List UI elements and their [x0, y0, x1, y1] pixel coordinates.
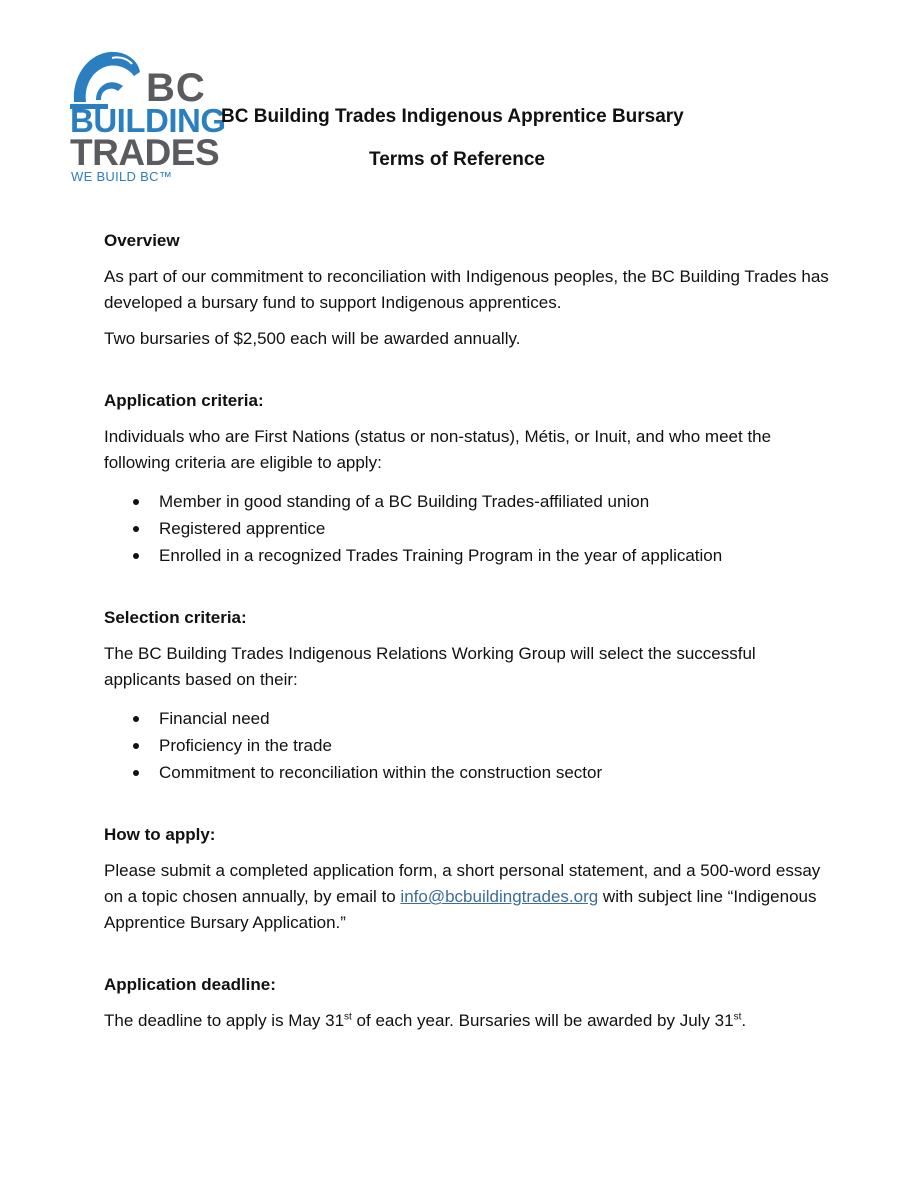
application-criteria-heading: Application criteria:: [104, 391, 264, 410]
how-to-apply-text-after: with subject line “Indigenous Apprentice Bursary Application.”: [104, 887, 817, 932]
selection-criteria-heading: Selection criteria:: [104, 608, 247, 627]
document-body: [104, 228, 834, 1034]
logo-building-text: BUILDING: [70, 102, 226, 139]
deadline-text-3: .: [741, 1011, 747, 1030]
overview-paragraph-1: As part of our commitment to reconciliation with Indigenous peoples, the BC Building Trades has developed a bursary fund to support Indigenous apprentices.: [104, 267, 829, 312]
deadline-paragraph: [104, 1008, 834, 1034]
logo-tagline: WE BUILD BC™: [71, 169, 173, 184]
overview-paragraph-2: Two bursaries of $2,500 each will be awarded annually.: [104, 329, 521, 348]
list-item: Proficiency in the trade: [104, 732, 834, 759]
application-criteria-intro: Individuals who are First Nations (status or non-status), Métis, or Inuit, and who meet the following criteria are eligible to apply:: [104, 427, 772, 472]
document-title: BC Building Trades Indigenous Apprentice Bursary: [221, 106, 684, 127]
how-to-apply-text-before: Please submit a completed application form, a short personal statement, and a 500-word essay on a topic chosen annually, by email to: [104, 861, 821, 906]
list-item: Registered apprentice: [104, 515, 834, 542]
bc-building-trades-logo: [68, 46, 226, 186]
selection-criteria-intro: The BC Building Trades Indigenous Relations Working Group will select the successful applicants based on their:: [104, 644, 756, 689]
how-to-apply-heading: How to apply:: [104, 825, 216, 844]
email-link[interactable]: info@bcbuildingtrades.org: [400, 887, 599, 906]
deadline-text-2: of each year. Bursaries will be awarded by July 31: [351, 1011, 734, 1030]
application-criteria-list: [104, 488, 834, 569]
list-item: Financial need: [104, 705, 834, 732]
how-to-apply-paragraph: [104, 858, 834, 936]
list-item: Member in good standing of a BC Building Trades-affiliated union: [104, 488, 834, 515]
list-item: Enrolled in a recognized Trades Training Program in the year of application: [104, 542, 834, 569]
list-item: Commitment to reconciliation within the construction sector: [104, 759, 834, 786]
logo-bc-text: BC: [146, 66, 206, 110]
deadline-text-1: The deadline to apply is May 31: [104, 1011, 345, 1030]
deadline-sup-2: st: [733, 1011, 742, 1023]
selection-criteria-list: [104, 705, 834, 786]
hardhat-icon: [68, 46, 148, 110]
overview-heading: Overview: [104, 231, 180, 250]
logo-trades-text: TRADES: [70, 132, 220, 173]
deadline-heading: Application deadline:: [104, 975, 276, 994]
deadline-sup-1: st: [344, 1011, 352, 1023]
document-subtitle: Terms of Reference: [369, 149, 545, 170]
